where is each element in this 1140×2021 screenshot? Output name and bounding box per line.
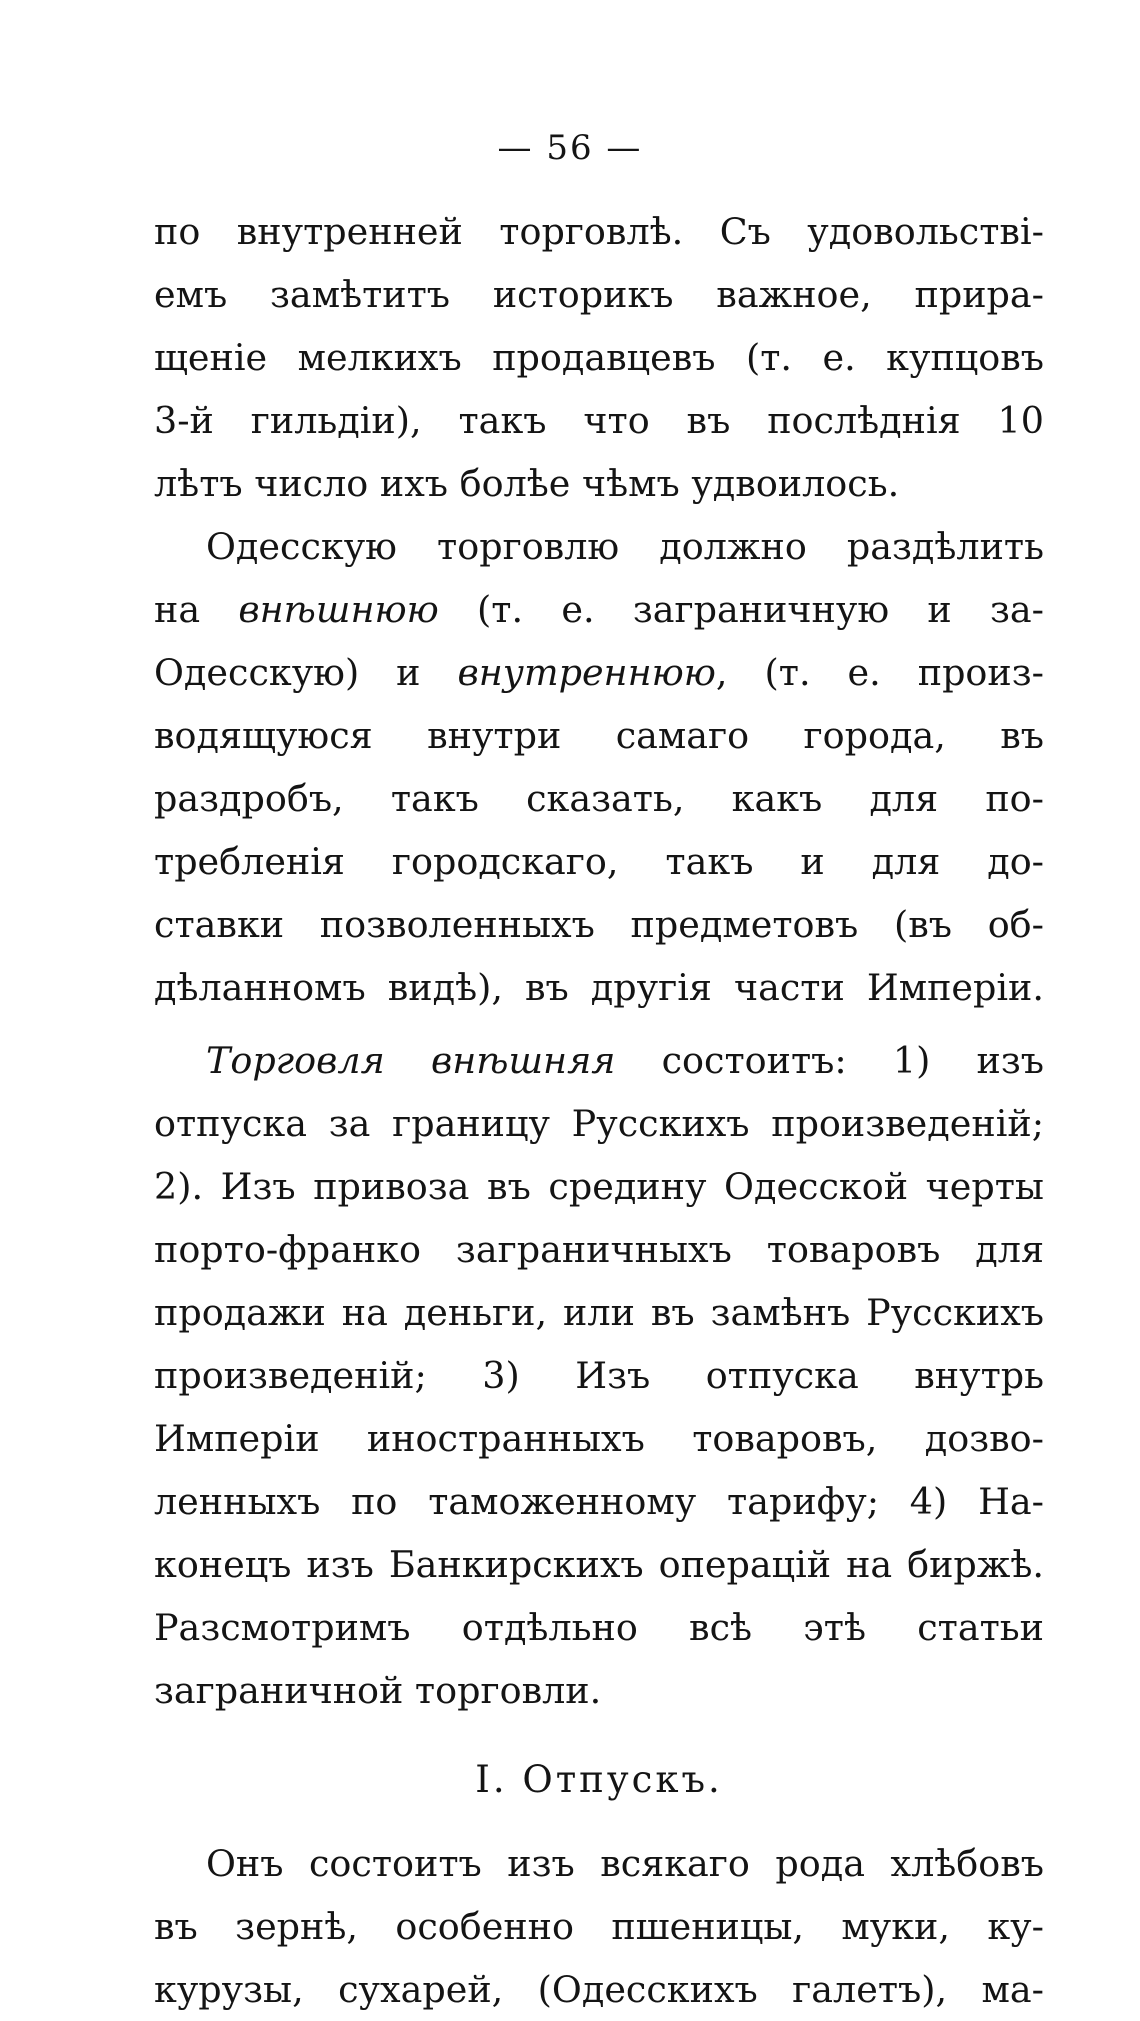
text-line: [154, 578, 1044, 641]
text-line: Онъ состоитъ изъ всякаго рода хлѣбовъ: [206, 1842, 1044, 1885]
body-text: [154, 200, 1044, 2021]
text-line: Одесскую торговлю должно раздѣлить: [206, 525, 1044, 568]
text-line: требленiя городскаго, такъ и для до-: [154, 840, 1044, 883]
text-line: [154, 1029, 1044, 1092]
paragraph-1: [154, 200, 1044, 515]
text-line: порто-франко заграничныхъ товаровъ для: [154, 1228, 1044, 1271]
paragraph-2: [154, 515, 1044, 1019]
text-line: отпуска за границу Русскихъ произведенiй;: [154, 1102, 1044, 1145]
text-fragment: (т. е. заграничную и за-: [438, 588, 1044, 631]
text-line: по внутренней торговлѣ. Съ удовольствi-: [154, 210, 1044, 253]
text-fragment: на: [154, 588, 239, 631]
section-heading: I. Отпускъ.: [475, 1758, 723, 1801]
text-line: 2). Изъ привоза въ средину Одесской черты: [154, 1165, 1044, 1208]
text-line: въ зернѣ, особенно пшеницы, муки, ку-: [154, 1905, 1044, 1948]
italic-term: Торговля внѣшняя: [206, 1039, 616, 1082]
text-line: 3-й гильдiи), такъ что въ послѣднiя 10: [154, 399, 1044, 442]
text-line: продажи на деньги, или въ замѣнъ Русскихъ: [154, 1291, 1044, 1334]
text-line: емъ замѣтитъ историкъ важное, прира-: [154, 273, 1044, 316]
italic-term: внутреннюю: [457, 651, 716, 694]
text-fragment: состоитъ: 1) изъ: [615, 1039, 1044, 1082]
text-line: щенiе мелкихъ продавцевъ (т. е. купцовъ: [154, 336, 1044, 379]
text-fragment: , (т. е. произ-: [715, 651, 1044, 694]
text-line: конецъ изъ Банкирскихъ операцiй на биржѣ.: [154, 1543, 1044, 1586]
text-line: заграничной торговли.: [154, 1669, 602, 1712]
text-line: ставки позволенныхъ предметовъ (въ об-: [154, 903, 1044, 946]
text-line: лѣтъ число ихъ болѣе чѣмъ удвоилось.: [154, 462, 900, 505]
text-line: курузы, сухарей, (Одесскихъ галетъ), ма-: [154, 1968, 1044, 2011]
paragraph-gap: [154, 1019, 1044, 1029]
text-line: ленныхъ по таможенному тарифу; 4) На-: [154, 1480, 1044, 1523]
text-line: дѣланномъ видѣ), въ другiя части Имперiи.: [154, 966, 1044, 1009]
text-line: [154, 641, 1044, 704]
text-fragment: Одесскую) и: [154, 651, 458, 694]
text-line: водящуюся внутри самаго города, въ: [154, 714, 1044, 757]
page-number: — 56 —: [497, 128, 643, 168]
text-line: произведенiй; 3) Изъ отпуска внутрь: [154, 1354, 1044, 1397]
text-line: Имперiи иностранныхъ товаровъ, дозво-: [154, 1417, 1044, 1460]
text-line: Разсмотримъ отдѣльно всѣ этѣ статьи: [154, 1606, 1044, 1649]
paragraph-3: [154, 1029, 1044, 1722]
paragraph-4: [154, 1832, 1044, 2021]
italic-term: внѣшнюю: [238, 588, 439, 631]
text-line: раздробъ, такъ сказать, какъ для по-: [154, 777, 1044, 820]
